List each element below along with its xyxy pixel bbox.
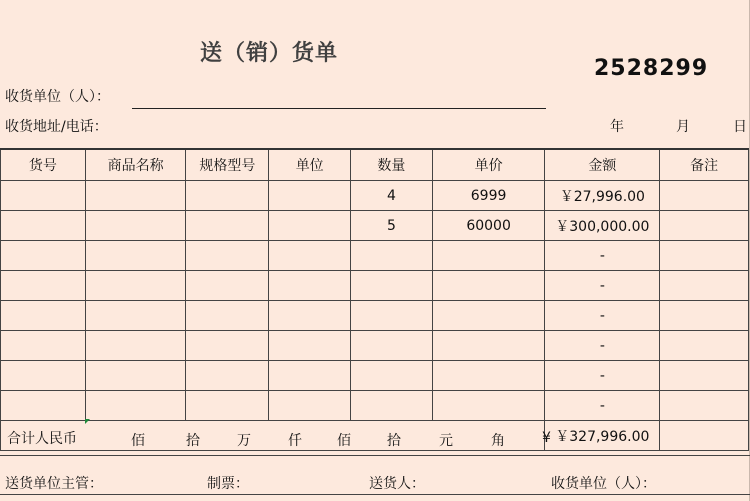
- cell-note[interactable]: [660, 181, 749, 211]
- col-header-name: 商品名称: [85, 149, 186, 181]
- col-header-note: 备注: [660, 149, 749, 181]
- cell-name[interactable]: [85, 361, 186, 391]
- cell-unit[interactable]: [269, 391, 351, 421]
- cell-note[interactable]: [660, 361, 749, 391]
- cell-amount[interactable]: -: [545, 391, 660, 421]
- recipient-label: 收货单位（人）：: [5, 89, 110, 105]
- date-month-label: 月: [676, 119, 690, 135]
- cell-note[interactable]: [660, 211, 749, 241]
- col-header-spec: 规格型号: [186, 149, 269, 181]
- cell-note[interactable]: [660, 331, 749, 361]
- cell-qty[interactable]: [351, 391, 433, 421]
- cell-price[interactable]: 60000: [432, 211, 545, 241]
- col-header-amount: 金额: [545, 149, 660, 181]
- cell-amount[interactable]: -: [545, 331, 660, 361]
- cell-unit[interactable]: [269, 361, 351, 391]
- col-header-code: 货号: [1, 149, 86, 181]
- total-note-cell[interactable]: [660, 421, 749, 451]
- cell-price[interactable]: [432, 241, 545, 271]
- cell-name[interactable]: [85, 271, 186, 301]
- footer-receiver: 收货单位（人）：: [551, 476, 656, 492]
- footer-divider: [0, 455, 750, 456]
- col-header-price: 单价: [432, 149, 545, 181]
- table-row: [1, 241, 749, 271]
- recipient-field-underline: [132, 108, 546, 109]
- cell-name[interactable]: [85, 301, 186, 331]
- table-row: [1, 361, 749, 391]
- cell-price[interactable]: [432, 301, 545, 331]
- cell-unit[interactable]: [269, 241, 351, 271]
- table-header-row: [1, 149, 749, 181]
- cell-unit[interactable]: [269, 181, 351, 211]
- cell-price[interactable]: [432, 361, 545, 391]
- cell-code[interactable]: [1, 361, 86, 391]
- cell-price[interactable]: 6999: [432, 181, 545, 211]
- table-row: [1, 301, 749, 331]
- cell-name[interactable]: [85, 241, 186, 271]
- cell-note[interactable]: [660, 241, 749, 271]
- cell-qty[interactable]: 4: [351, 181, 433, 211]
- cell-unit[interactable]: [269, 331, 351, 361]
- table-row: [1, 391, 749, 421]
- cell-spec[interactable]: [186, 241, 269, 271]
- cell-amount[interactable]: -: [545, 271, 660, 301]
- cell-code[interactable]: [1, 271, 86, 301]
- cell-price[interactable]: [432, 391, 545, 421]
- table-row: [1, 181, 749, 211]
- unit-hundred-1: 佰: [131, 433, 145, 449]
- recipient-field[interactable]: [132, 84, 546, 108]
- total-amount[interactable]: ￥327,996.00: [545, 421, 660, 451]
- cell-code[interactable]: [1, 181, 86, 211]
- total-label: 合计人民币: [7, 431, 77, 447]
- cell-spec[interactable]: [186, 181, 269, 211]
- cell-amount[interactable]: -: [545, 361, 660, 391]
- cell-unit[interactable]: [269, 211, 351, 241]
- cell-code[interactable]: [1, 301, 86, 331]
- cell-unit[interactable]: [269, 301, 351, 331]
- unit-yuan: 元: [439, 433, 453, 449]
- cell-amount[interactable]: ￥27,996.00: [545, 181, 660, 211]
- cell-name[interactable]: [85, 211, 186, 241]
- unit-thousand: 仟: [288, 433, 302, 449]
- cell-amount[interactable]: ￥300,000.00: [545, 211, 660, 241]
- cell-name[interactable]: [85, 181, 186, 211]
- cell-code[interactable]: [1, 331, 86, 361]
- footer-invoice: 制票：: [207, 476, 249, 492]
- cell-qty[interactable]: [351, 241, 433, 271]
- unit-ten-thousand: 万: [237, 433, 251, 449]
- footer-deliverer: 送货人：: [369, 476, 425, 492]
- cell-qty[interactable]: [351, 271, 433, 301]
- cell-spec[interactable]: [186, 361, 269, 391]
- goods-table: [0, 148, 749, 451]
- unit-ten-2: 拾: [387, 433, 401, 449]
- unit-ten-1: 拾: [186, 433, 200, 449]
- date-day-label: 日: [733, 119, 747, 135]
- total-words-cell[interactable]: [1, 421, 551, 451]
- unit-hundred-2: 佰: [337, 433, 351, 449]
- cell-qty[interactable]: [351, 331, 433, 361]
- cell-price[interactable]: [432, 271, 545, 301]
- cell-name[interactable]: [85, 391, 186, 421]
- date-year-label: 年: [610, 119, 624, 135]
- cell-name[interactable]: [85, 331, 186, 361]
- cell-code[interactable]: [1, 391, 86, 421]
- cell-note[interactable]: [660, 301, 749, 331]
- table-row: [1, 331, 749, 361]
- cell-amount[interactable]: -: [545, 301, 660, 331]
- cell-comment-marker: [85, 419, 90, 424]
- col-header-unit: 单位: [269, 149, 351, 181]
- col-header-qty: 数量: [351, 149, 433, 181]
- cell-spec[interactable]: [186, 271, 269, 301]
- cell-qty[interactable]: [351, 361, 433, 391]
- cell-code[interactable]: [1, 241, 86, 271]
- table-row: [1, 271, 749, 301]
- cell-spec[interactable]: [186, 391, 269, 421]
- cell-spec[interactable]: [186, 331, 269, 361]
- cell-code[interactable]: [1, 211, 86, 241]
- page-title: 送（销）货单: [200, 41, 339, 66]
- cell-note[interactable]: [660, 391, 749, 421]
- cell-spec[interactable]: [186, 211, 269, 241]
- total-row: [1, 421, 749, 451]
- cell-qty[interactable]: [351, 301, 433, 331]
- cell-qty[interactable]: 5: [351, 211, 433, 241]
- unit-truncated: ¥: [542, 430, 551, 446]
- cell-price[interactable]: [432, 331, 545, 361]
- cell-unit[interactable]: [269, 271, 351, 301]
- cell-note[interactable]: [660, 271, 749, 301]
- footer-supervisor: 送货单位主管：: [5, 476, 103, 492]
- address-field[interactable]: [120, 114, 590, 138]
- unit-jiao: 角: [491, 433, 505, 449]
- address-label: 收货地址/电话：: [5, 119, 108, 135]
- table-row: [1, 211, 749, 241]
- order-number: 2528299: [594, 56, 709, 81]
- cell-amount[interactable]: -: [545, 241, 660, 271]
- cell-spec[interactable]: [186, 301, 269, 331]
- bottom-border: [0, 494, 750, 495]
